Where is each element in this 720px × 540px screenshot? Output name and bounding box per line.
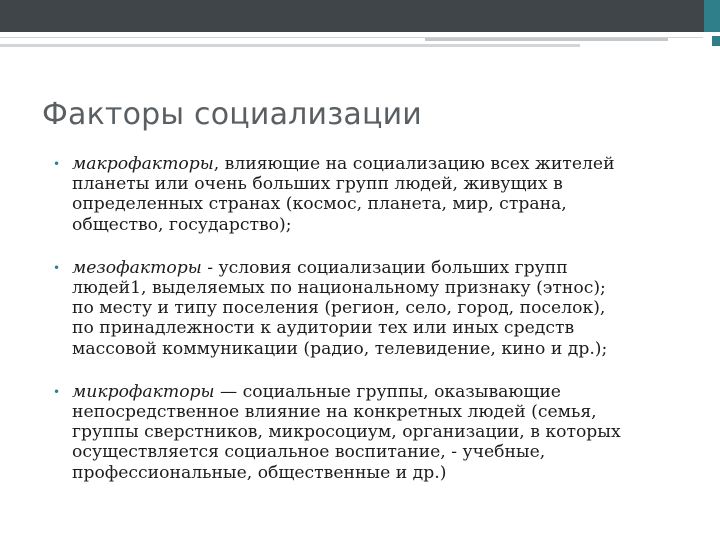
bullet-text: - условия социализации больших групп [201, 257, 568, 278]
bullet-line: массовой коммуникации (радио, телевидение, кино и др.); [72, 338, 608, 359]
bullet-marker: • [53, 384, 61, 399]
accent-block [704, 0, 720, 32]
bullet-text: , влияющие на социализацию всех жителей [213, 154, 615, 174]
top-decor-band [0, 0, 720, 32]
term-macro: макрофакторы [72, 154, 214, 174]
term-meso: мезофакторы [72, 257, 202, 278]
bullet-line [72, 382, 714, 402]
bullet-list [52, 154, 714, 506]
term-micro: микрофакторы [72, 381, 215, 402]
bullet-line [72, 258, 714, 278]
bullet-line: группы сверстников, микросоциум, организации, в которых [72, 422, 621, 443]
bullet-line: по месту и типу поселения (регион, село, город, поселок), [72, 298, 606, 319]
slide-title: Факторы социализации [42, 97, 422, 132]
decor-line [0, 44, 580, 47]
bullet-marker: • [53, 157, 61, 171]
bullet-line: определенных странах (космос, планета, мир, страна, [72, 194, 567, 215]
bullet-line: профессиональные, общественные и др.) [72, 462, 447, 483]
bullet-item-micro [52, 382, 714, 483]
bullet-line: непосредственное влияние на конкретных людей (семья, [72, 402, 597, 423]
accent-block-small [712, 36, 720, 46]
bullet-line: осуществляется социальное воспитание, - учебные, [72, 442, 546, 463]
bullet-line: планеты или очень больших групп людей, живущих в [72, 174, 563, 195]
bullet-line [72, 154, 714, 174]
bullet-marker: • [53, 260, 61, 275]
bullet-line: по принадлежности к аудитории тех или иных средств [72, 318, 575, 339]
bullet-line: общество, государство); [72, 214, 292, 235]
bullet-item-macro [52, 154, 714, 235]
bullet-line: людей1, выделяемых по национальному признаку (этнос); [72, 278, 606, 299]
bullet-item-meso [52, 258, 714, 359]
decor-line [425, 38, 668, 41]
bullet-text: — социальные группы, оказывающие [214, 381, 561, 402]
